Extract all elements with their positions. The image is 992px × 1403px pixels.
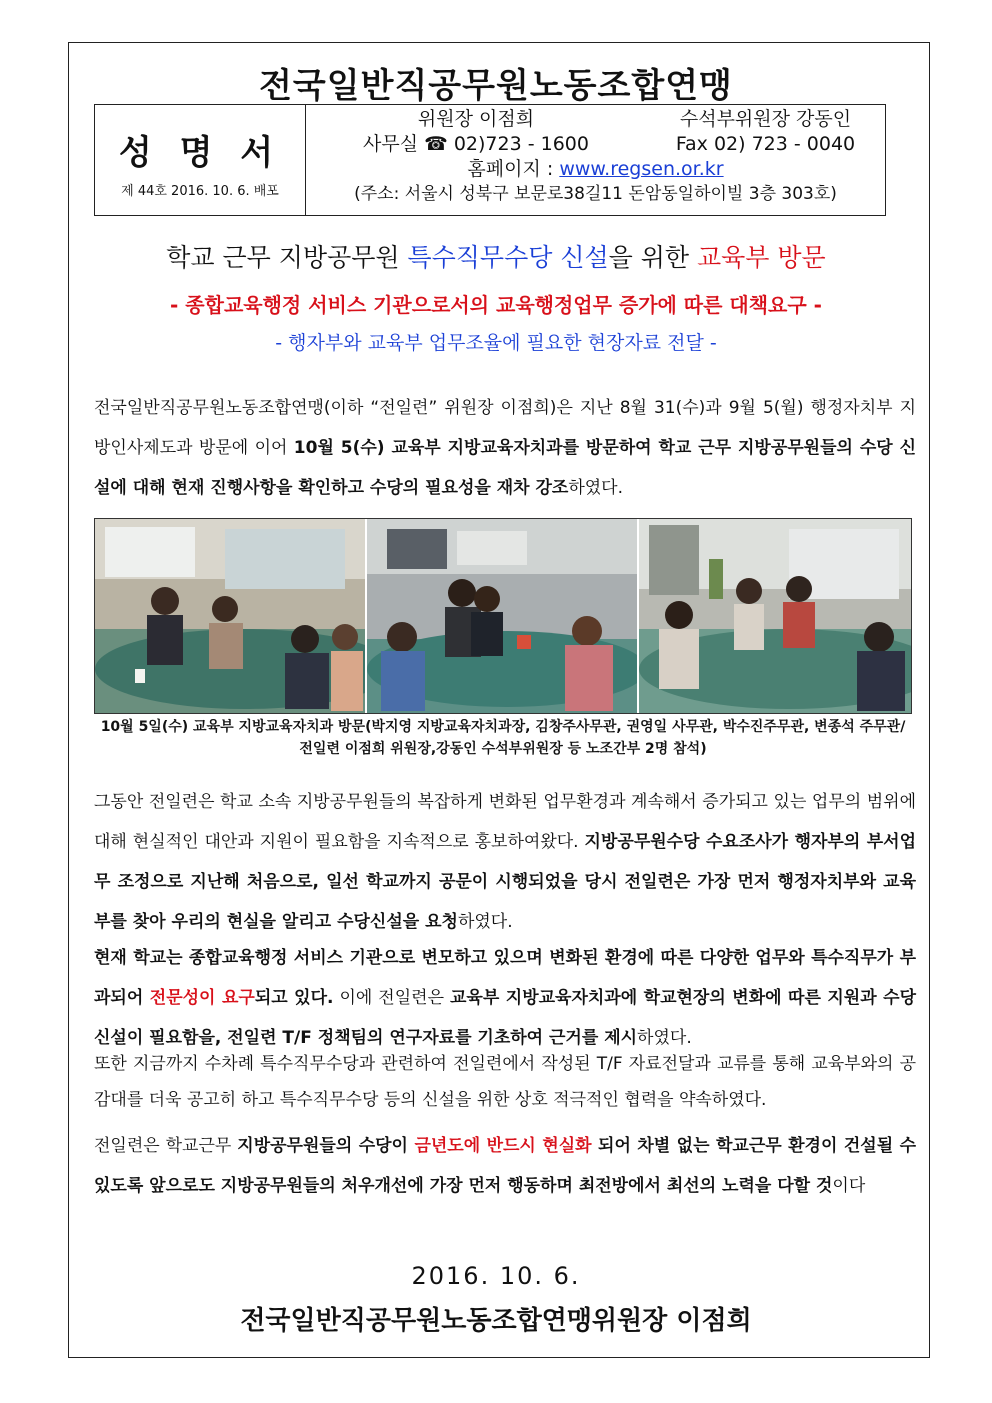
meeting-photo-3 [637, 519, 911, 713]
office-phone: 사무실 ☎ 02)723 - 1600 [363, 133, 589, 155]
homepage-link[interactable]: www.regsen.or.kr [559, 158, 724, 180]
paragraph-current [94, 938, 916, 1058]
fax-number: Fax 02) 723 - 0040 [675, 133, 856, 155]
vice-chair-name: 수석부위원장 강동인 [679, 108, 852, 130]
para-text: 이에 전일련은 [333, 988, 450, 1008]
meeting-photos [94, 518, 912, 714]
para-bold: 되어 차별 없는 학교근무 환경이 건설될 수 있도록 앞으로도 지방공무원들의 처우개선에 가장 먼저 행동하며 최전방에서 최선의 노력을 다할 것 [94, 1136, 917, 1196]
para-bold: 교육부 지방교육자치과에 학교현장의 변화에 따른 지원과 수당신설이 필요함을, 전일련 T/F 정책팀의 연구자료를 기초하여 근거를 제시 [94, 988, 917, 1048]
para-bold: 현재 학교는 종합교육행정 서비스 기관으로 변모하고 있으며 변화된 환경에 따른 다양한 업무와 특수직무가 부과되어 [94, 948, 916, 1008]
headline-part1: 학교 근무 지방공무원 [166, 243, 408, 272]
para-text: 이다 [832, 1176, 866, 1196]
issue-line: 제 44호 2016. 10. 6. 배포 [121, 184, 279, 199]
subtitle-demand: - 종합교육행정 서비스 기관으로서의 교육행정업무 증가에 따른 대책요구 - [170, 293, 822, 317]
para-text: 그동안 전일련은 학교 소속 지방공무원들의 복잡하게 변화된 업무환경과 계속해서 증가되고 있는 업무의 범위에 대해 현실적인 대안과 지원이 필요함을 지속적으로 홍보하여왔다. [94, 792, 916, 852]
para-bold: 되고 있다. [254, 988, 334, 1008]
chair-name: 위원장 이점희 [417, 108, 535, 130]
subtitle-delivery: - 행자부와 교육부 업무조율에 필요한 현장자료 전달 - [275, 332, 717, 354]
para-text: 하였다. [637, 1028, 692, 1048]
meeting-photo-1 [95, 519, 365, 713]
homepage-line [306, 157, 885, 182]
paragraph-closing [94, 1126, 916, 1206]
para-bold: 10월 5(수) 교육부 지방교육자치과를 방문하여 학교 근무 지방공무원들의 수당 신설에 대해 현재 진행사항을 확인하고 수당의 필요성을 재차 강조 [94, 438, 916, 498]
headline-part3: 을 위한 [608, 243, 697, 272]
para-highlight: 금년도에 반드시 현실화 [414, 1136, 592, 1156]
signature: 전국일반직공무원노동조합연맹위원장 이점희 [240, 1306, 752, 1336]
paragraph-background [94, 782, 916, 942]
para-bold: 지방공무원들의 수당이 [237, 1136, 415, 1156]
para-text: 하였다. [568, 478, 623, 498]
headline [0, 238, 992, 274]
para-text: 하였다. [457, 912, 513, 932]
homepage-label: 홈페이지 : [467, 158, 554, 180]
address: (주소: 서울시 성북구 보문로38길11 돈암동일하이빌 3층 303호) [354, 184, 837, 204]
headline-highlight-allowance: 특수직무수당 신설 [407, 243, 609, 272]
paragraph-intro [94, 388, 916, 508]
header-box [94, 104, 886, 216]
para-text: 전국일반직공무원노동조합연맹(이하 “전일련” 위원장 이점희)은 지난 8월 31(수)과 9월 5(월) 행정자치부 지방인사제도과 방문에 이어 [94, 398, 916, 458]
photo-caption: 10월 5일(수) 교육부 지방교육자치과 방문(박지영 지방교육자치과장, 김창주사무관, 권영일 사무관, 박수진주무관, 변종석 주무관/ 전일련 이점희 위원장,강동인 수석부위원장 등 노조간부 2명 참석) [100, 719, 906, 757]
para-highlight: 전문성이 요구 [149, 988, 255, 1008]
statement-box [95, 105, 306, 215]
headline-highlight-visit: 교육부 방문 [697, 243, 826, 272]
meeting-photo-2 [365, 519, 637, 713]
issue-date: 2016. 10. 6. [411, 1262, 581, 1290]
contact-box [306, 105, 885, 215]
paragraph-cooperation: 또한 지금까지 수차례 특수직무수당과 관련하여 전일련에서 작성된 T/F 자료전달과 교류를 통해 교육부와의 공감대를 더욱 공고히 하고 특수직무수당 등의 신설을 위한 상호 적극적인 협력을 약속하였다. [94, 1054, 916, 1110]
statement-label: 성 명 서 [118, 133, 282, 173]
para-text: 전일련은 학교근무 [94, 1136, 238, 1156]
para-bold: 지방공무원수당 수요조사가 행자부의 부서업무 조정으로 지난해 처음으로, 일선 학교까지 공문이 시행되었을 당시 전일련은 가장 먼저 행정자치부와 교육부를 찾아 우리의 현실을 알리고 수당신설을 요청 [94, 832, 916, 932]
organization-title: 전국일반직공무원노동조합연맹 [259, 66, 733, 106]
